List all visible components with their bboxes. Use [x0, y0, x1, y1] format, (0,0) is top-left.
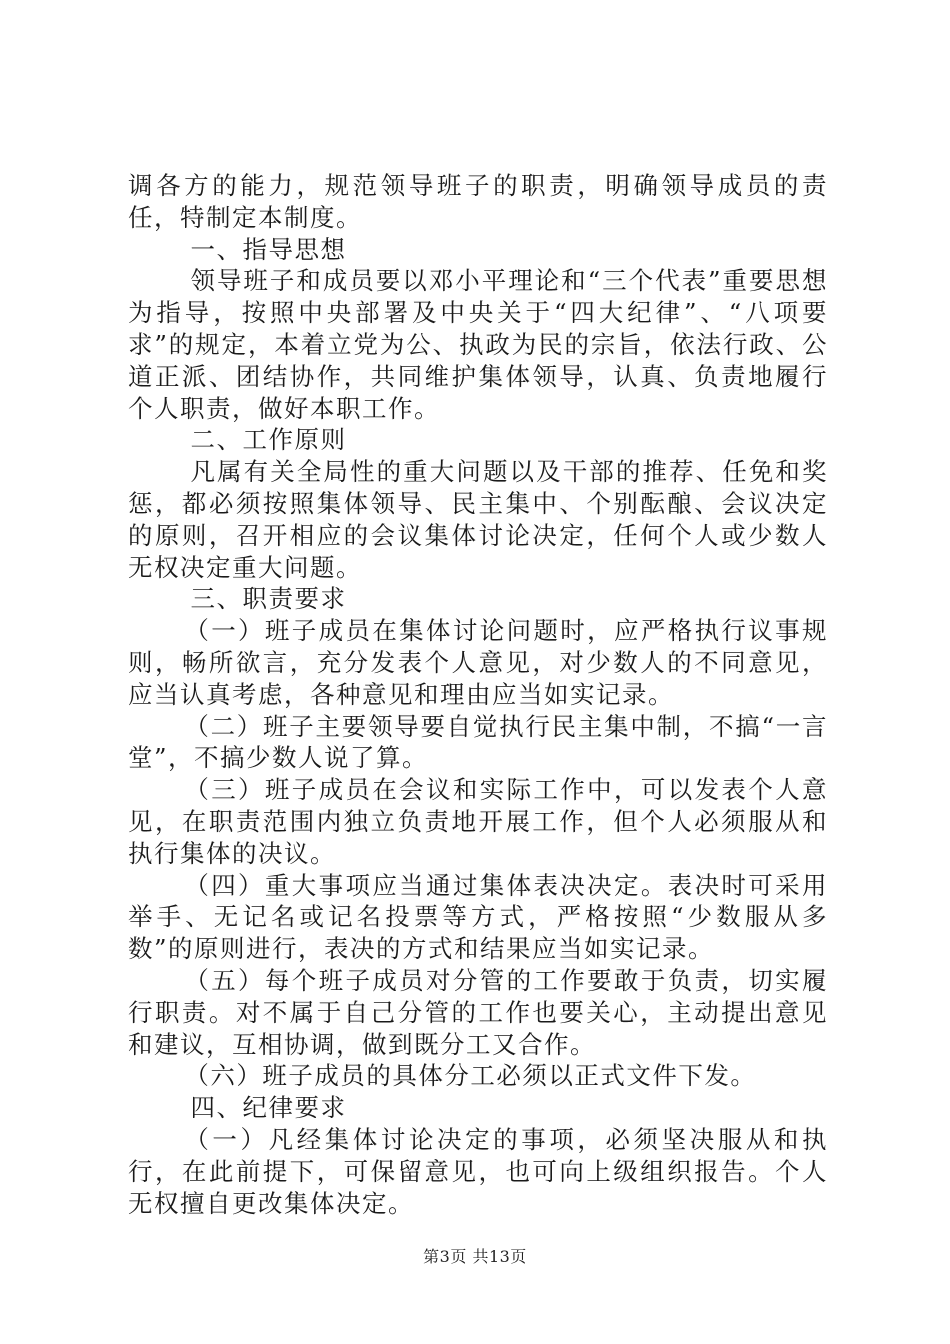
section-heading-guiding-ideology: 一、指导思想	[190, 234, 347, 264]
paragraph-duty-5: （五）每个班子成员对分管的工作要敢于负责，切实履行职责。对不属于自己分管的工作也要关心，主动提出意见和建议，互相协调，做到既分工又合作。	[128, 965, 828, 1059]
paragraph-duty-3: （三）班子成员在会议和实际工作中，可以发表个人意见，在职责范围内独立负责地开展工作，但个人必须服从和执行集体的决议。	[128, 775, 828, 868]
page-number-footer: 第3页 共13页	[423, 1247, 527, 1266]
paragraph-duty-6: （六）班子成员的具体分工必须以正式文件下发。	[184, 1061, 757, 1091]
document-body	[128, 170, 828, 1219]
paragraph-intro: 调各方的能力，规范领导班子的职责，明确领导成员的责任，特制定本制度。	[128, 171, 828, 232]
paragraph-duty-4: （四）重大事项应当通过集体表决决定。表决时可采用举手、无记名或记名投票等方式，严格按照“少数服从多数”的原则进行，表决的方式和结果应当如实记录。	[128, 870, 828, 964]
paragraph-work-principles: 凡属有关全局性的重大问题以及干部的推荐、任免和奖惩，都必须按照集体领导、民主集中、个别酝酿、会议决定的原则，召开相应的会议集体讨论决定，任何个人或少数人无权决定重大问题。	[128, 457, 828, 582]
section-heading-discipline: 四、纪律要求	[190, 1093, 347, 1123]
paragraph-guiding-ideology: 领导班子和成员要以邓小平理论和“三个代表”重要思想为指导，按照中央部署及中央关于“四大纪律”、“八项要求”的规定，本着立党为公、执政为民的宗旨，依法行政、公道正派、团结协作，共同维护集体领导，认真、负责地履行个人职责，做好本职工作。	[128, 266, 828, 423]
paragraph-duty-2: （二）班子主要领导要自觉执行民主集中制，不搞“一言堂”，不搞少数人说了算。	[128, 711, 828, 773]
paragraph-duty-1: （一）班子成员在集体讨论问题时，应严格执行议事规则，畅所欲言，充分发表个人意见，对少数人的不同意见，应当认真考虑，各种意见和理由应当如实记录。	[128, 616, 828, 709]
section-heading-duty-requirements: 三、职责要求	[190, 584, 347, 614]
paragraph-discipline-1: （一）凡经集体讨论决定的事项，必须坚决服从和执行，在此前提下，可保留意见，也可向上级组织报告。个人无权擅自更改集体决定。	[128, 1124, 828, 1218]
section-heading-work-principles: 二、工作原则	[190, 425, 347, 455]
